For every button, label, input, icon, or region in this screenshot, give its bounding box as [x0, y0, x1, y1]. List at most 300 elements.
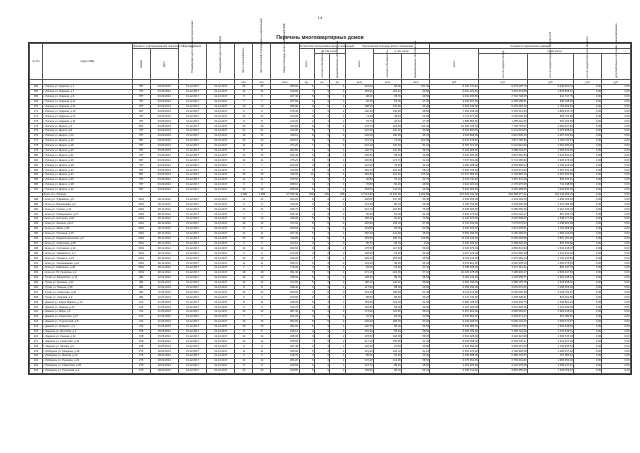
table-cell: 31.12.2017: [207, 221, 235, 226]
table-cell: 0,00: [574, 265, 602, 270]
table-cell: 840 168,09: [528, 99, 574, 104]
table-cell: 119,80: [345, 226, 373, 231]
table-cell: 5: [299, 349, 314, 354]
table-cell: 3 189 744,29: [479, 329, 528, 334]
table-cell: 2: [330, 319, 345, 324]
table-cell: 1 366 522,93: [528, 148, 574, 153]
table-cell: 12: [253, 153, 271, 158]
table-cell: 10: [235, 138, 253, 143]
table-cell: 9 230 208,00: [430, 319, 479, 324]
table-cell: г. Елец ул. Костенко, д.46: [42, 217, 132, 222]
table-cell: 154: [30, 85, 43, 90]
table-cell: 31.12.2017: [178, 265, 206, 270]
table-cell: 5: [299, 324, 314, 329]
table-cell: 03.09.2013: [150, 143, 178, 148]
table-cell: 31.12.2017: [178, 339, 206, 344]
table-cell: г. Лебедянь ул. Советская, д.35: [42, 363, 132, 368]
header-cost-local: за счет средств местного бюджета: [574, 54, 602, 80]
table-cell: 2: [314, 251, 329, 256]
table-cell: 21: [253, 129, 271, 134]
table-cell: 61,40: [402, 290, 430, 295]
table-cell: 3 261 672,61: [479, 285, 528, 290]
table-cell: 175: [30, 129, 43, 134]
table-cell: г. Липецк ул. Щорса, д.16: [42, 138, 132, 143]
table-cell: 330,20: [271, 256, 299, 261]
table-cell: 95,70: [402, 133, 430, 138]
table-cell: 196,10: [271, 329, 299, 334]
table-cell: 3: [314, 305, 329, 310]
table-cell: 4 249 323,76: [479, 300, 528, 305]
table-cell: 31.12.2017: [207, 133, 235, 138]
table-cell: 176: [30, 133, 43, 138]
table-cell: 4: [299, 305, 314, 310]
table-cell: 208,40: [271, 153, 299, 158]
table-cell: 410,30: [271, 129, 299, 134]
table-cell: 10: [253, 138, 271, 143]
table-cell: 5 680 128,00: [430, 300, 479, 305]
table-cell: 10: [235, 217, 253, 222]
table-cell: 5: [299, 261, 314, 266]
table-cell: 3 631 495,80: [430, 94, 479, 99]
table-cell: 4 156 752,00: [430, 202, 479, 207]
table-cell: 0,00: [602, 295, 631, 300]
table-cell: 31.12.2017: [207, 187, 235, 192]
table-cell: 215: [30, 329, 43, 334]
table-cell: 118,90: [374, 334, 402, 339]
table-cell: 201: [30, 261, 43, 266]
table-cell: 3 341 900,35: [479, 305, 528, 310]
table-cell: 31.12.2017: [178, 104, 206, 109]
table-cell: 5: [314, 158, 329, 163]
table-cell: 1061: [132, 241, 150, 246]
table-cell: 2: [314, 329, 329, 334]
table-cell: 85,10: [374, 363, 402, 368]
table-cell: 0,00: [602, 256, 631, 261]
table-cell: 03.09.2013: [150, 187, 178, 192]
table-cell: г. Липецк ул. Щорса, д.34: [42, 173, 132, 178]
table-cell: 73,20: [374, 138, 402, 143]
table-cell: 284,20: [271, 358, 299, 363]
table-cell: 9: [235, 202, 253, 207]
table-cell: 189: [30, 202, 43, 207]
table-cell: 0,00: [602, 119, 631, 124]
table-cell: 166,20: [345, 217, 373, 222]
table-cell: 5: [299, 231, 314, 236]
table-cell: 0,00: [602, 305, 631, 310]
header-area-total: всего: [345, 49, 373, 80]
table-cell: 31.12.2017: [178, 85, 206, 90]
table-cell: 4: [314, 358, 329, 363]
table-cell: 11: [235, 300, 253, 305]
table-cell: 6: [299, 104, 314, 109]
table-cell: 7: [235, 163, 253, 168]
table-cell: 0,00: [574, 114, 602, 119]
table-cell: 0,00: [574, 94, 602, 99]
table-cell: 6 467 802,00: [430, 309, 479, 314]
table-cell: 275: [132, 368, 150, 373]
table-cell: 787: [132, 168, 150, 173]
table-cell: 26: [235, 85, 253, 90]
table-cell: 0: [330, 241, 345, 246]
table-cell: 864 432,31: [528, 177, 574, 182]
table-cell: 2 030 625,40: [479, 114, 528, 119]
table-cell: 15: [235, 133, 253, 138]
table-cell: 31.12.2017: [207, 99, 235, 104]
table-cell: 384: [132, 295, 150, 300]
table-cell: 7: [253, 212, 271, 217]
table-cell: г. Задонск ул. Ленина, д.41: [42, 334, 132, 339]
table-cell: 2 567 311,69: [479, 177, 528, 182]
table-cell: 15: [235, 256, 253, 261]
table-cell: г. Задонск ул. Крупской, д.4: [42, 329, 132, 334]
table-cell: 0,00: [602, 124, 631, 129]
table-cell: 31.12.2017: [178, 319, 206, 324]
table-cell: 5: [299, 275, 314, 280]
table-cell: 158,00: [374, 290, 402, 295]
table-cell: 2: [314, 226, 329, 231]
table-cell: г. Липецк ул. Ударная, д.1: [42, 85, 132, 90]
table-cell: 213: [30, 319, 43, 324]
table-cell: 1: [330, 202, 345, 207]
table-cell: 31.12.2017: [207, 363, 235, 368]
table-cell: 4 155 269,65: [479, 231, 528, 236]
table-cell: 4: [314, 280, 329, 285]
table-cell: 63,90: [402, 226, 430, 231]
table-cell: 287,40: [271, 309, 299, 314]
table-cell: 6 512 178,00: [430, 138, 479, 143]
table-cell: 155: [30, 89, 43, 94]
table-cell: 31.12.2017: [207, 129, 235, 134]
table-cell: 1: [330, 349, 345, 354]
table-cell: 31.12.2017: [207, 114, 235, 119]
table-cell: г. Елец ул. Коммунаров, д.27: [42, 212, 132, 217]
table-cell: г. Липецк ул. Щорса, д.42: [42, 187, 132, 192]
table-cell: 0,00: [602, 173, 631, 178]
table-cell: 384: [132, 285, 150, 290]
table-cell: 2: [330, 217, 345, 222]
table-cell: 148,70: [271, 353, 299, 358]
table-cell: 4: [314, 231, 329, 236]
table-cell: 4 871 766,36: [479, 138, 528, 143]
table-cell: 0,00: [602, 349, 631, 354]
table-cell: 10: [235, 324, 253, 329]
table-cell: 11: [235, 231, 253, 236]
table-cell: 0,00: [574, 138, 602, 143]
table-cell: 0,00: [574, 353, 602, 358]
table-cell: 1: [330, 295, 345, 300]
table-cell: 0,00: [602, 251, 631, 256]
table-cell: 267,40: [271, 231, 299, 236]
table-cell: 0,00: [602, 265, 631, 270]
table-cell: 5: [299, 217, 314, 222]
table-cell: г. Елец ул. Шевченко, д.40: [42, 265, 132, 270]
table-cell: 0,00: [574, 305, 602, 310]
table-cell: 6 821 835,16: [479, 133, 528, 138]
table-cell: 190: [30, 207, 43, 212]
table-cell: 166,70: [374, 236, 402, 241]
table-cell: 5: [299, 300, 314, 305]
table-cell: 5 939 356,00: [430, 197, 479, 202]
table-cell: 4 182 928,38: [479, 349, 528, 354]
table-cell: 03.09.2013: [150, 138, 178, 143]
table-cell: 2: [330, 153, 345, 158]
table-cell: 2 022 327,39: [528, 339, 574, 344]
table-cell: 0,00: [574, 133, 602, 138]
table-cell: 12.04.2013: [150, 275, 178, 280]
table-cell: 31.12.2017: [207, 231, 235, 236]
table-cell: 787: [132, 163, 150, 168]
table-cell: 21.06.2013: [150, 319, 178, 324]
table-cell: 3 206 166,00: [430, 241, 479, 246]
table-cell: 4 882 831,93: [479, 246, 528, 251]
table-cell: 2 297 032,84: [528, 133, 574, 138]
table-cell: 8: [235, 329, 253, 334]
table-cell: 31.12.2017: [178, 231, 206, 236]
table-cell: 897 033,73: [528, 212, 574, 217]
table-cell: 1 548 177,94: [528, 217, 574, 222]
table-cell: 155,80: [374, 339, 402, 344]
table-cell: 3 314 235,61: [479, 226, 528, 231]
table-cell: 31.12.2017: [178, 94, 206, 99]
table-cell: 174,90: [345, 309, 373, 314]
table-body: [30, 85, 631, 374]
table-cell: 31.12.2017: [207, 158, 235, 163]
table-cell: 213,70: [271, 305, 299, 310]
table-cell: 4: [314, 143, 329, 148]
table-cell: 10: [253, 368, 271, 373]
table-cell: 6: [299, 85, 314, 90]
table-cell: 0,00: [574, 246, 602, 251]
table-cell: 8: [235, 285, 253, 290]
table-cell: 6 526 970,00: [430, 246, 479, 251]
table-cell: 271,80: [271, 280, 299, 285]
table-cell: 0,00: [574, 334, 602, 339]
table-cell: 27,30: [402, 119, 430, 124]
table-cell: 1 434 530,35: [528, 187, 574, 192]
table-cell: 148,30: [345, 275, 373, 280]
table-cell: г. Задонск ул. Чехова, д.2: [42, 344, 132, 349]
table-cell: 178,60: [345, 334, 373, 339]
table-cell: 484 486 977,21: [479, 192, 528, 197]
table-cell: 1 496 106,46: [528, 197, 574, 202]
table-cell: 59,10: [402, 246, 430, 251]
table-cell: г. Елец ул. Советская, д.58: [42, 241, 132, 246]
table-cell: 1061: [132, 197, 150, 202]
table-cell: 31.12.2017: [178, 329, 206, 334]
table-cell: 0,00: [574, 221, 602, 226]
table-cell: 187: [30, 187, 43, 192]
table-cell: 0,00: [602, 182, 631, 187]
table-cell: 181,20: [271, 314, 299, 319]
table-cell: 423,80: [271, 124, 299, 129]
table-cell: 28.12.2012: [150, 221, 178, 226]
header-area-group: Расселяемая площадь жилых помещений: [345, 44, 430, 49]
table-cell: 11: [235, 177, 253, 182]
table-cell: 206,80: [345, 158, 373, 163]
table-cell: 5 433 414,30: [479, 109, 528, 114]
table-cell: 9: [235, 168, 253, 173]
table-cell: 31.12.2017: [178, 182, 206, 187]
table-cell: 1 629 238,33: [528, 309, 574, 314]
table-cell: 16: [253, 319, 271, 324]
table-cell: 2: [330, 334, 345, 339]
table-cell: 0,00: [574, 207, 602, 212]
table-cell: 5: [253, 94, 271, 99]
table-cell: 31.12.2017: [178, 138, 206, 143]
table-cell: 31.12.2017: [178, 99, 206, 104]
table-cell: 647 623 344,00: [430, 192, 479, 197]
table-cell: 11: [253, 177, 271, 182]
table-cell: 0,00: [574, 295, 602, 300]
table-cell: 36,70: [402, 148, 430, 153]
table-cell: 31.12.2017: [178, 197, 206, 202]
table-cell: 03.09.2013: [150, 89, 178, 94]
table-cell: 31.12.2017: [207, 353, 235, 358]
table-cell: 2 596 007,93: [528, 124, 574, 129]
table-cell: 63,00: [374, 99, 402, 104]
table-cell: 0,00: [574, 85, 602, 90]
table-cell: 39,50: [402, 94, 430, 99]
table-cell: 5: [299, 368, 314, 373]
table-cell: 153,60: [345, 300, 373, 305]
table-cell: 2 617 110,21: [479, 265, 528, 270]
table-cell: 0,00: [574, 89, 602, 94]
table-cell: 31.12.2017: [207, 295, 235, 300]
table-cell: 8: [253, 363, 271, 368]
table-cell: 180,20: [345, 280, 373, 285]
table-cell: 2: [330, 109, 345, 114]
table-cell: 211: [30, 309, 43, 314]
table-cell: 212: [132, 319, 150, 324]
table-cell: г. Елец ул. 9 Декабря, д.5: [42, 197, 132, 202]
table-cell: 4: [314, 349, 329, 354]
table-cell: 0,00: [602, 334, 631, 339]
table-cell: 03.09.2013: [150, 104, 178, 109]
table-cell: 31.12.2017: [178, 349, 206, 354]
table-cell: 207,40: [271, 344, 299, 349]
table-cell: 185: [30, 177, 43, 182]
table-cell: 28.12.2012: [150, 202, 178, 207]
table-cell: 275: [132, 363, 150, 368]
table-cell: 1: [330, 231, 345, 236]
table-cell: 53,30: [402, 197, 430, 202]
table-cell: 1: [330, 177, 345, 182]
table-cell: 28.12.2012: [150, 226, 178, 231]
table-cell: 58,30: [374, 295, 402, 300]
table-cell: 9: [299, 236, 314, 241]
table-cell: 249,60: [345, 319, 373, 324]
table-cell: 0,00: [574, 290, 602, 295]
table-cell: 111,70: [374, 187, 402, 192]
table-cell: 3: [330, 89, 345, 94]
table-cell: 50,20: [374, 182, 402, 187]
table-cell: 10: [299, 173, 314, 178]
table-cell: 1 059 147,01: [528, 363, 574, 368]
table-cell: 54,50: [402, 324, 430, 329]
table-cell: 0,00: [574, 217, 602, 222]
table-cell: 7: [253, 99, 271, 104]
table-cell: 31.12.2017: [207, 344, 235, 349]
table-cell: 31.12.2017: [178, 241, 206, 246]
table-cell: 42,30: [402, 187, 430, 192]
table-cell: г. Лебедянь ул. Ленина, д.10: [42, 353, 132, 358]
table-cell: 31.12.2017: [178, 202, 206, 207]
table-cell: 264,20: [271, 197, 299, 202]
table-cell: 1061: [132, 221, 150, 226]
header-cost-total: всего: [430, 49, 479, 80]
table-cell: 96,30: [345, 212, 373, 217]
table-cell: 203,80: [271, 148, 299, 153]
table-cell: 202: [30, 265, 43, 270]
table-cell: 18.03.2013: [150, 349, 178, 354]
table-cell: 1 381 438,43: [528, 275, 574, 280]
table-cell: 7: [299, 143, 314, 148]
table-cell: 14: [253, 339, 271, 344]
table-cell: 3 561 174,00: [430, 212, 479, 217]
table-cell: 31.12.2017: [207, 168, 235, 173]
table-cell: 31.12.2017: [178, 217, 206, 222]
table-cell: 1061: [132, 270, 150, 275]
table-cell: 31.12.2017: [207, 236, 235, 241]
table-cell: 0,00: [574, 256, 602, 261]
table-cell: 0,00: [602, 246, 631, 251]
table-cell: 2: [330, 256, 345, 261]
table-cell: 0,00: [574, 344, 602, 349]
table-cell: 31.12.2017: [207, 319, 235, 324]
table-cell: 0,00: [602, 285, 631, 290]
table-cell: 7: [253, 314, 271, 319]
table-cell: 658: [299, 192, 314, 197]
table-cell: 03.09.2013: [150, 163, 178, 168]
table-cell: 325,70: [271, 207, 299, 212]
table-cell: 31.12.2017: [207, 104, 235, 109]
table-cell: 159,70: [345, 168, 373, 173]
table-cell: 0,00: [574, 168, 602, 173]
table-cell: 0,00: [602, 148, 631, 153]
table-cell: 31.12.2017: [207, 270, 235, 275]
table-cell: 32,30: [402, 202, 430, 207]
table-cell: 12: [235, 153, 253, 158]
table-cell: 0,00: [602, 109, 631, 114]
table-cell: 14: [235, 290, 253, 295]
table-cell: 11: [253, 231, 271, 236]
table-cell: 28.12.2012: [150, 197, 178, 202]
table-cell: 266,90: [271, 104, 299, 109]
table-cell: 275: [132, 349, 150, 354]
table-cell: 3 431 744,00: [430, 177, 479, 182]
table-cell: 31.12.2017: [207, 148, 235, 153]
table-cell: 31.12.2017: [207, 251, 235, 256]
table-cell: 31.12.2017: [178, 256, 206, 261]
table-cell: 4 090 188,00: [430, 163, 479, 168]
table-cell: 1061: [132, 251, 150, 256]
table-cell: г. Елец ул. Ю. Гагарина, д.2: [42, 270, 132, 275]
table-cell: 787: [132, 148, 150, 153]
table-cell: 2: [330, 168, 345, 173]
table-cell: 4: [314, 300, 329, 305]
table-cell: 2: [330, 270, 345, 275]
table-cell: 31.12.2017: [207, 241, 235, 246]
table-cell: 212: [132, 309, 150, 314]
table-cell: 136,80: [402, 236, 430, 241]
table-cell: 787: [132, 85, 150, 90]
table-cell: 28.12.2012: [150, 251, 178, 256]
table-cell: 181: [30, 158, 43, 163]
table-cell: 14: [235, 89, 253, 94]
table-cell: 0,00: [602, 368, 631, 373]
table-cell: 9: [253, 251, 271, 256]
table-cell: 2: [330, 358, 345, 363]
